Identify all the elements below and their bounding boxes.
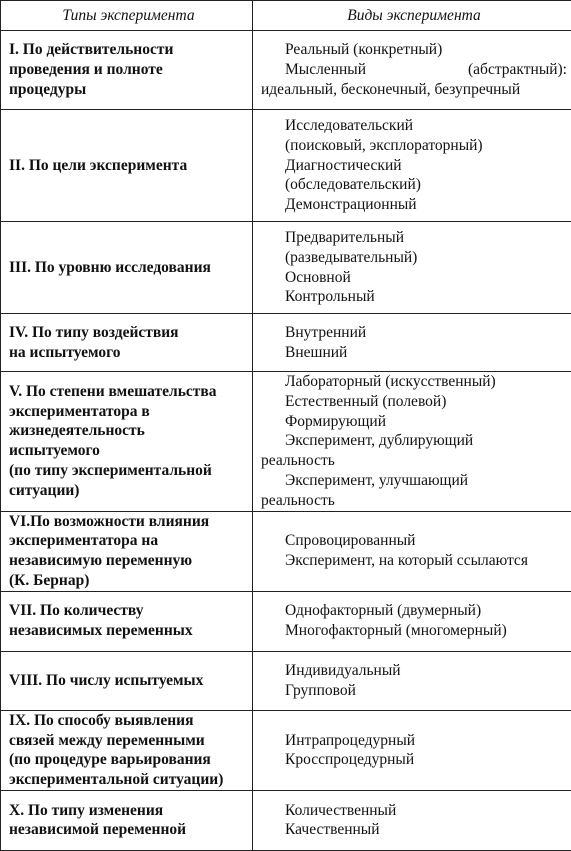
- kind-line: реальность: [261, 491, 567, 511]
- kind-line: Качественный: [261, 820, 567, 840]
- type-line: проведения и полноте: [9, 60, 248, 80]
- kind-line: реальность: [261, 451, 567, 471]
- experiment-type-cell: [1, 790, 253, 850]
- kind-line: Естественный (полевой): [261, 392, 567, 412]
- experiment-kinds-cell: [253, 222, 571, 314]
- type-line: испытуемого: [9, 441, 248, 461]
- type-line: II. По цели эксперимента: [9, 156, 248, 176]
- kind-line: Эксперимент, дублирующий: [261, 431, 567, 451]
- experiment-kinds-cell: [253, 591, 571, 651]
- type-line: III. По уровню исследования: [9, 258, 248, 278]
- table-row: [1, 790, 571, 850]
- kind-line: Внешний: [261, 343, 567, 363]
- experiment-type-cell: [1, 591, 253, 651]
- experiment-type-cell: [1, 710, 253, 790]
- kind-line: Эксперимент, улучшающий: [261, 471, 567, 491]
- kind-line: Контрольный: [261, 287, 567, 307]
- kind-line: Многофакторный (многомерный): [261, 621, 567, 641]
- type-line: жизнедеятельность: [9, 421, 248, 441]
- experiment-type-cell: [1, 31, 253, 110]
- kind-line: Внутренний: [261, 323, 567, 343]
- experiment-type-cell: [1, 110, 253, 222]
- type-line: ситуации): [9, 481, 248, 501]
- type-line: IV. По типу воздействия: [9, 323, 248, 343]
- type-line: экспериментатора в: [9, 402, 248, 422]
- table-row: [1, 372, 571, 512]
- header-kinds: Виды эксперимента: [253, 1, 571, 31]
- experiment-kinds-cell: [253, 110, 571, 222]
- kind-line: Демонстрационный: [261, 195, 567, 215]
- experiment-kinds-cell: [253, 314, 571, 372]
- kind-line: Формирующий: [261, 412, 567, 432]
- type-line: на испытуемого: [9, 343, 248, 363]
- kind-line: Индивидуальный: [261, 661, 567, 681]
- type-line: VII. По количеству: [9, 601, 248, 621]
- kind-line: (обследовательский): [261, 175, 567, 195]
- type-line: VIII. По числу испытуемых: [9, 671, 248, 691]
- type-line: экспериментатора на: [9, 531, 248, 551]
- header-row: [1, 1, 571, 31]
- table-row: [1, 314, 571, 372]
- type-line: независимых переменных: [9, 621, 248, 641]
- type-line: (по процедуре варьирования: [9, 750, 248, 770]
- experiment-type-cell: [1, 222, 253, 314]
- kind-line: Групповой: [261, 681, 567, 701]
- kind-line: идеальный, бесконечный, безупречный: [261, 80, 567, 100]
- experiment-kinds-cell: [253, 31, 571, 110]
- kind-line: Предварительный: [261, 228, 567, 248]
- kind-line: Эксперимент, на который ссылаются: [261, 551, 567, 571]
- type-line: V. По степени вмешательства: [9, 382, 248, 402]
- type-line: процедуры: [9, 80, 248, 100]
- table-row: [1, 222, 571, 314]
- kind-line: (поисковый, эксплораторный): [261, 136, 567, 156]
- table-row: [1, 110, 571, 222]
- kind-line: Интрапроцедурный: [261, 731, 567, 751]
- kind-line: Исследовательский: [261, 116, 567, 136]
- experiment-kinds-cell: [253, 790, 571, 850]
- kind-line: Лабораторный (искусственный): [261, 372, 567, 392]
- table-body: [1, 31, 571, 851]
- type-line: I. По действительности: [9, 40, 248, 60]
- type-line: (К. Бернар): [9, 571, 248, 591]
- experiment-kinds-cell: [253, 710, 571, 790]
- kind-line: Спровоцированный: [261, 531, 567, 551]
- kind-line: Мысленный (абстрактный):: [261, 60, 567, 80]
- experiment-type-cell: [1, 314, 253, 372]
- table-row: [1, 591, 571, 651]
- experiment-type-cell: [1, 651, 253, 710]
- kind-line: Кросспроцедурный: [261, 750, 567, 770]
- experiment-type-cell: [1, 511, 253, 591]
- experiment-kinds-cell: [253, 651, 571, 710]
- kind-line: Однофакторный (двумерный): [261, 601, 567, 621]
- type-line: связей между переменными: [9, 731, 248, 751]
- type-line: (по типу экспериментальной: [9, 461, 248, 481]
- kind-line: (разведывательный): [261, 248, 567, 268]
- experiment-kinds-cell: [253, 511, 571, 591]
- kind-line: Диагностический: [261, 156, 567, 176]
- type-line: независимой переменной: [9, 820, 248, 840]
- type-line: X. По типу изменения: [9, 801, 248, 821]
- type-line: независимую переменную: [9, 551, 248, 571]
- kind-line: Основной: [261, 268, 567, 288]
- table-row: [1, 710, 571, 790]
- kind-line: Реальный (конкретный): [261, 40, 567, 60]
- type-line: VI.По возможности влияния: [9, 512, 248, 532]
- kind-line: Количественный: [261, 801, 567, 821]
- table-row: [1, 651, 571, 710]
- table-row: [1, 511, 571, 591]
- header-types: Типы эксперимента: [1, 1, 253, 31]
- experiment-kinds-cell: [253, 372, 571, 512]
- type-line: IX. По способу выявления: [9, 711, 248, 731]
- table-row: [1, 31, 571, 110]
- type-line: экспериментальной ситуации): [9, 770, 248, 790]
- experiment-type-cell: [1, 372, 253, 512]
